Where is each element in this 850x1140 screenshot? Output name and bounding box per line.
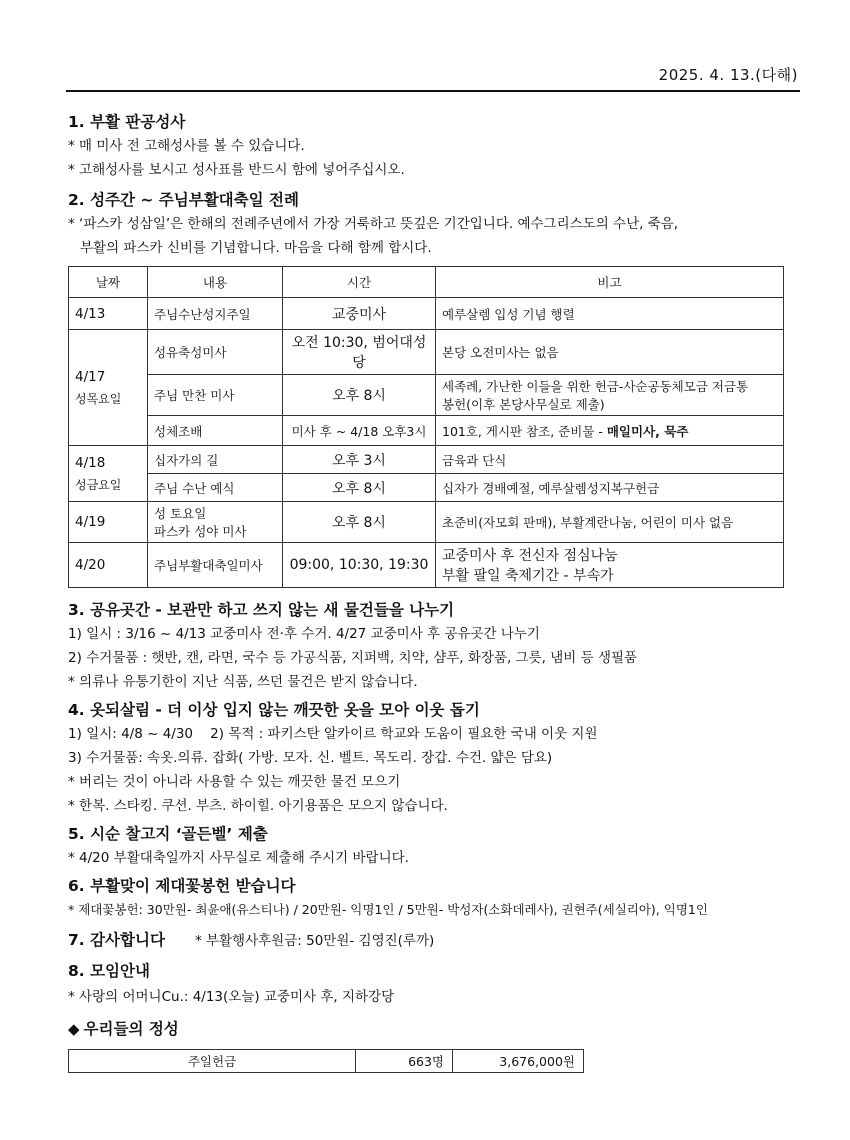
event-name: 성체조배 [148, 416, 283, 446]
event-note: 십자가 경배예절, 예루살렘성지복구헌금 [436, 474, 784, 502]
event-note: 본당 오전미사는 없음 [436, 330, 784, 375]
date-value: 4/17 [75, 368, 106, 385]
bulletin-content [68, 110, 788, 1073]
event-time: 오전 10:30, 범어대성당 [283, 330, 436, 375]
event-time: 오후 3시 [283, 446, 436, 474]
event-name: 주님 수난 예식 [148, 474, 283, 502]
diamond-bullet-icon: ◆ [68, 1020, 80, 1038]
column-header: 시간 [283, 267, 436, 298]
section-1-line: * 매 미사 전 고해성사를 볼 수 있습니다. [68, 138, 305, 154]
section-4-line: 1) 일시: 4/8 ~ 4/30 2) 목적 : 파키스탄 알카이르 학교와 도움이 필요한 국내 이웃 지원 [68, 726, 598, 742]
section-1-line: * 고해성사를 보시고 성사표를 반드시 함에 넣어주십시오. [68, 162, 405, 178]
date-cell: 4/20 [69, 543, 148, 588]
event-name-line: 성 토요일 [154, 506, 207, 521]
offering-amount: 3,676,000원 [453, 1050, 584, 1073]
day-name: 성금요일 [75, 477, 122, 492]
section-7-title: 7. 감사합니다 [68, 931, 165, 949]
event-note-text: 101호, 게시판 참조, 준비물 - [442, 423, 607, 439]
table-row [69, 416, 784, 446]
event-note-line: 봉헌(이후 본당사무실로 제출) [442, 397, 605, 412]
event-note [436, 375, 784, 416]
section-3-line: 1) 일시 : 3/16 ~ 4/13 교중미사 전‧후 수거. 4/27 교중미사 후 공유곳간 나누기 [68, 626, 540, 642]
event-time: 교중미사 [283, 298, 436, 330]
offering-count: 663명 [356, 1050, 453, 1073]
section-5-title: 5. 시순 찰고지 ‘골든벨’ 제출 [68, 825, 268, 843]
date-value: 4/18 [75, 454, 106, 471]
section-6-title: 6. 부활맞이 제대꽃봉헌 받습니다 [68, 877, 296, 895]
date-cell: 4/13 [69, 298, 148, 330]
event-time: 오후 8시 [283, 474, 436, 502]
column-header: 비고 [436, 267, 784, 298]
table-row [69, 502, 784, 543]
table-row [69, 474, 784, 502]
section-4-title: 4. 옷되살림 - 더 이상 입지 않는 깨끗한 옷을 모아 이웃 돕기 [68, 701, 480, 719]
section-2-line: * ‘파스카 성삼일’은 한해의 전례주년에서 가장 거룩하고 뜻깊은 기간입니다. 예수그리스도의 수난, 죽음, [68, 216, 679, 232]
section-6-line: * 제대꽃봉헌: 30만원- 최윤애(유스티나) / 20만원- 익명1인 / 5만원- 박성자(소화데레사), 권현주(세실리아), 익명1인 [68, 902, 708, 917]
section-2-title: 2. 성주간 ~ 주님부활대축일 전례 [68, 191, 299, 209]
offering-label: 주일헌금 [69, 1050, 356, 1073]
event-name: 십자가의 길 [148, 446, 283, 474]
section-2-line: 부활의 파스카 신비를 기념합니다. 마음을 다해 함께 합시다. [80, 240, 432, 256]
event-time: 09:00, 10:30, 19:30 [283, 543, 436, 588]
date-cell: 4/19 [69, 502, 148, 543]
table-row [69, 446, 784, 474]
event-time: 오후 8시 [283, 502, 436, 543]
event-note-line: 부활 팔일 축제기간 - 부속가 [442, 568, 614, 584]
event-time: 미사 후 ~ 4/18 오후3시 [283, 416, 436, 446]
schedule-table [68, 266, 784, 588]
day-name: 성목요일 [75, 391, 122, 406]
section-3-line: * 의류나 유통기한이 지난 식품, 쓰던 물건은 받지 않습니다. [68, 674, 418, 690]
event-note-line: 세족례, 가난한 이들을 위한 헌금-사순공동체모금 저금통 [442, 379, 749, 394]
section-4-line: * 버리는 것이 아니라 사용할 수 있는 깨끗한 물건 모으기 [68, 774, 401, 790]
section-1-title: 1. 부활 판공성사 [68, 113, 186, 131]
event-time: 오후 8시 [283, 375, 436, 416]
event-note-line: 교중미사 후 전신자 점심나눔 [442, 548, 618, 564]
section-8-title: 8. 모임안내 [68, 962, 150, 980]
table-row [69, 375, 784, 416]
section-4-line: * 한복. 스타킹. 쿠션. 부츠. 하이힐. 아기용품은 모으지 않습니다. [68, 798, 448, 814]
column-header: 내용 [148, 267, 283, 298]
offering-title: 우리들의 정성 [83, 1020, 179, 1038]
event-note [436, 543, 784, 588]
event-name [148, 502, 283, 543]
table-row [69, 298, 784, 330]
event-note: 초준비(자모회 판매), 부활계란나눔, 어린이 미사 없음 [436, 502, 784, 543]
section-3-title: 3. 공유곳간 - 보관만 하고 쓰지 않는 새 물건들을 나누기 [68, 601, 455, 619]
event-name-line: 파스카 성야 미사 [154, 524, 247, 539]
event-note: 예루살렘 입성 기념 행렬 [436, 298, 784, 330]
top-divider [66, 90, 800, 92]
event-name: 주님수난성지주일 [148, 298, 283, 330]
offering-table [68, 1049, 584, 1073]
section-8-line: * 사랑의 어머니Cu.: 4/13(오늘) 교중미사 후, 지하강당 [68, 989, 395, 1005]
section-7-note: * 부활행사후원금: 50만원- 김영진(루까) [194, 933, 435, 949]
date-cell [69, 330, 148, 446]
section-7-header [68, 928, 788, 953]
bulletin-date: 2025. 4. 13.(다해) [658, 66, 798, 84]
offering-header [68, 1017, 788, 1041]
event-name: 성유축성미사 [148, 330, 283, 375]
event-name: 주님 만찬 미사 [148, 375, 283, 416]
table-row [69, 330, 784, 375]
section-5-line: * 4/20 부활대축일까지 사무실로 제출해 주시기 바랍니다. [68, 850, 409, 866]
column-header: 날짜 [69, 267, 148, 298]
event-name: 주님부활대축일미사 [148, 543, 283, 588]
table-header-row [69, 267, 784, 298]
event-note-bold: 매일미사, 묵주 [606, 423, 689, 439]
section-3-line: 2) 수거물품 : 햇반, 캔, 라면, 국수 등 가공식품, 지퍼백, 치약, 샴푸, 화장품, 그릇, 냄비 등 생필품 [68, 650, 638, 666]
event-note: 금육과 단식 [436, 446, 784, 474]
section-4-line: 3) 수거물품: 속옷.의류. 잡화( 가방. 모자. 신. 벨트. 목도리. 장갑. 수건. 얇은 담요) [68, 750, 553, 766]
table-row [69, 1050, 584, 1073]
table-row [69, 543, 784, 588]
date-cell [69, 446, 148, 502]
event-note [436, 416, 784, 446]
